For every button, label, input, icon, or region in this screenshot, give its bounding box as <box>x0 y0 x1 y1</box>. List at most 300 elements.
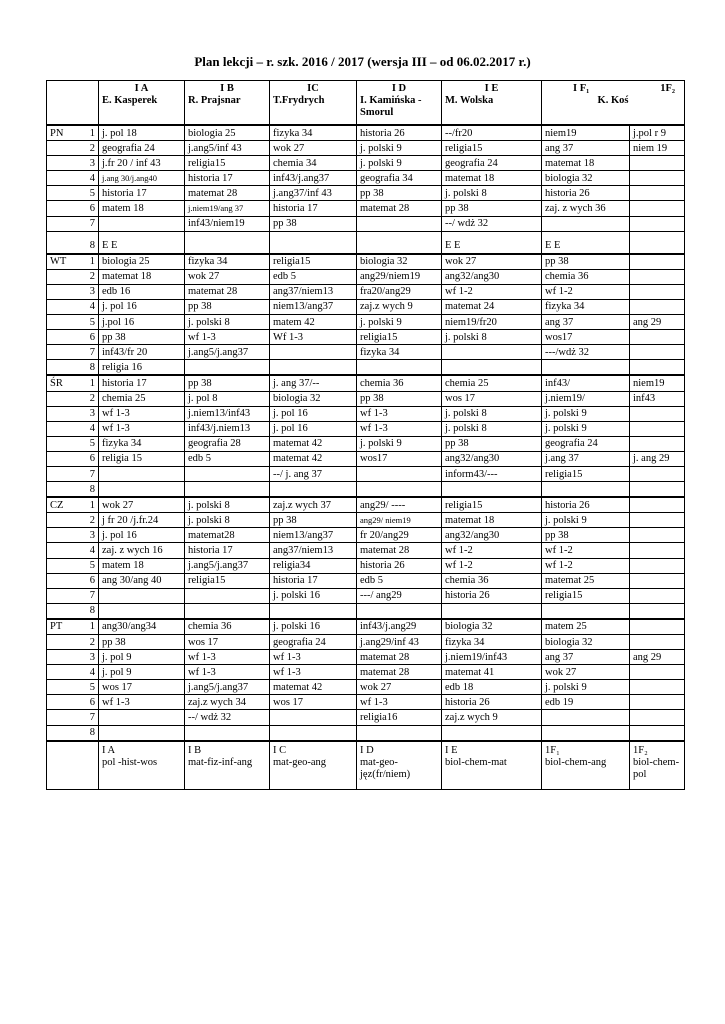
class-teacher: T.Frydrych <box>273 95 325 106</box>
lesson-cell: j. pol 8 <box>185 391 270 406</box>
lesson-cell: j.ang5/j.ang37 <box>185 680 270 695</box>
lesson-cell <box>630 201 685 216</box>
lesson-cell: matemat 28 <box>357 650 442 665</box>
lesson-cell: chemia 34 <box>270 156 357 171</box>
lesson-cell <box>630 299 685 314</box>
lesson-cell: zaj.z wych 34 <box>185 695 270 710</box>
lesson-cell: chemia 36 <box>185 619 270 635</box>
lesson-cell: historia 26 <box>542 186 630 201</box>
lesson-cell <box>542 710 630 725</box>
lesson-number <box>47 375 99 391</box>
lesson-number <box>47 406 99 421</box>
lesson-cell: j. polski 9 <box>357 156 442 171</box>
lesson-row <box>47 391 685 406</box>
lesson-row <box>47 171 685 186</box>
lesson-row <box>47 466 685 481</box>
lesson-cell: inform43/--- <box>442 466 542 481</box>
lesson-cell: inf43/niem19 <box>185 216 270 231</box>
lesson-index: 5 <box>89 316 95 328</box>
lesson-row <box>47 254 685 270</box>
lesson-number <box>47 436 99 451</box>
lesson-cell <box>630 725 685 741</box>
lesson-number <box>47 528 99 543</box>
lesson-cell: j fr 20 /j.fr.24 <box>99 513 185 528</box>
lesson-row <box>47 528 685 543</box>
lesson-cell: E E <box>542 231 630 254</box>
lesson-cell <box>99 466 185 481</box>
lesson-cell: ang29/ ---- <box>357 497 442 513</box>
lesson-cell: wf 1-3 <box>357 421 442 436</box>
lesson-number <box>47 201 99 216</box>
lesson-cell: ang32/ang30 <box>442 269 542 284</box>
lesson-cell: geografia 24 <box>442 156 542 171</box>
lesson-cell <box>630 528 685 543</box>
lesson-cell: ang 29 <box>630 650 685 665</box>
lesson-row <box>47 619 685 635</box>
lesson-cell <box>630 330 685 345</box>
class-header <box>270 81 357 126</box>
lesson-row <box>47 156 685 171</box>
lesson-cell: j. pol 9 <box>99 665 185 680</box>
lesson-cell: matemat 42 <box>270 680 357 695</box>
lesson-number <box>47 299 99 314</box>
class-profile <box>185 741 270 790</box>
lesson-cell <box>99 588 185 603</box>
lesson-cell: wok 27 <box>99 497 185 513</box>
lesson-cell: inf43/j.ang37 <box>270 171 357 186</box>
class-teacher: M. Wolska <box>445 95 494 106</box>
lesson-cell: matemat 18 <box>542 156 630 171</box>
lesson-row <box>47 299 685 314</box>
lesson-index: 7 <box>89 218 95 230</box>
lesson-cell <box>630 216 685 231</box>
lesson-row <box>47 588 685 603</box>
lesson-number <box>47 451 99 466</box>
profile-subjects: biol-chem-mat <box>445 756 507 768</box>
lesson-cell: pp 38 <box>270 513 357 528</box>
lesson-cell <box>630 680 685 695</box>
lesson-cell: matemat 28 <box>357 201 442 216</box>
lesson-cell: wf 1-2 <box>442 284 542 299</box>
lesson-row <box>47 665 685 680</box>
lesson-cell: ang 29 <box>630 315 685 330</box>
lesson-cell <box>630 231 685 254</box>
lesson-cell <box>630 284 685 299</box>
lesson-row <box>47 635 685 650</box>
day-name: CZ <box>50 499 64 511</box>
lesson-cell: matemat 28 <box>357 543 442 558</box>
profile-subjects: mat-geo-jęz(fr/niem) <box>360 756 411 780</box>
lesson-cell: j. pol 16 <box>99 528 185 543</box>
lesson-cell: geografia 24 <box>542 436 630 451</box>
lesson-cell <box>442 345 542 360</box>
lesson-cell: zaj.z wych 9 <box>442 710 542 725</box>
lesson-cell: geografia 24 <box>99 141 185 156</box>
lesson-cell: biologia 32 <box>542 635 630 650</box>
lesson-index: 8 <box>89 605 95 617</box>
lesson-cell <box>185 588 270 603</box>
lesson-cell <box>630 466 685 481</box>
lesson-cell: niem19 <box>542 125 630 141</box>
lesson-cell: niem13/ang37 <box>270 528 357 543</box>
lesson-cell: j. polski 8 <box>442 330 542 345</box>
lesson-row <box>47 650 685 665</box>
lesson-number <box>47 330 99 345</box>
lesson-cell: fizyka 34 <box>270 125 357 141</box>
lesson-cell: wf 1-3 <box>270 650 357 665</box>
lesson-cell: Wf 1-3 <box>270 330 357 345</box>
lesson-cell: wf 1-2 <box>442 543 542 558</box>
lesson-cell: historia 26 <box>357 558 442 573</box>
lesson-index: 5 <box>89 681 95 693</box>
class-code: I E <box>484 83 499 94</box>
class-code: 1F₂ <box>660 83 675 94</box>
lesson-number <box>47 391 99 406</box>
lesson-cell: matemat 42 <box>270 436 357 451</box>
lesson-cell: wos17 <box>542 330 630 345</box>
lesson-cell: matem 25 <box>542 619 630 635</box>
class-code: I B <box>220 83 234 94</box>
profile-subjects: biol-chem-pol <box>633 756 680 780</box>
lesson-cell: wok 27 <box>270 141 357 156</box>
lesson-cell: historia 26 <box>357 125 442 141</box>
lesson-cell: matemat 28 <box>185 186 270 201</box>
header-row <box>47 81 685 126</box>
lesson-row <box>47 710 685 725</box>
lesson-cell: historia 17 <box>99 375 185 391</box>
lesson-cell: historia 17 <box>270 201 357 216</box>
lesson-cell: --/ j. ang 37 <box>270 466 357 481</box>
lesson-cell <box>630 406 685 421</box>
lesson-number <box>47 619 99 635</box>
lesson-row <box>47 360 685 376</box>
lesson-cell: j. ang 37/-- <box>270 375 357 391</box>
lesson-cell: inf43/ <box>542 375 630 391</box>
lesson-cell: niem13/ang37 <box>270 299 357 314</box>
lesson-cell <box>357 725 442 741</box>
lesson-cell: --/ wdż 32 <box>442 216 542 231</box>
lesson-cell: j. polski 8 <box>185 513 270 528</box>
lesson-index: 2 <box>89 393 95 405</box>
class-teacher: K. Koś <box>597 95 629 106</box>
class-header <box>442 81 542 126</box>
lesson-cell: zaj.z wych 9 <box>357 299 442 314</box>
lesson-number <box>47 665 99 680</box>
class-teacher: E. Kasperek <box>102 95 158 106</box>
lesson-cell <box>270 231 357 254</box>
lesson-cell <box>185 725 270 741</box>
lesson-number <box>47 254 99 270</box>
lesson-cell: j. polski 8 <box>442 406 542 421</box>
lesson-cell <box>630 588 685 603</box>
lesson-cell: historia 26 <box>542 497 630 513</box>
lesson-cell: j. polski 16 <box>270 619 357 635</box>
lesson-cell: ang 30/ang 40 <box>99 573 185 588</box>
lesson-cell: j.ang37/inf 43 <box>270 186 357 201</box>
class-profile <box>270 741 357 790</box>
lesson-cell: wf 1-2 <box>542 284 630 299</box>
lesson-cell: edb 16 <box>99 284 185 299</box>
lesson-cell: ---/ ang29 <box>357 588 442 603</box>
lesson-index: 4 <box>89 544 95 556</box>
lesson-cell: fizyka 34 <box>542 299 630 314</box>
lesson-cell: wok 27 <box>357 680 442 695</box>
lesson-number <box>47 284 99 299</box>
lesson-row <box>47 513 685 528</box>
lesson-cell: ang 37 <box>542 315 630 330</box>
lesson-index: 3 <box>89 651 95 663</box>
day-name: ŚR <box>50 377 63 389</box>
lesson-cell: fizyka 34 <box>357 345 442 360</box>
lesson-cell <box>630 482 685 498</box>
lesson-cell: biologia 25 <box>185 125 270 141</box>
lesson-row <box>47 421 685 436</box>
lesson-cell: edb 19 <box>542 695 630 710</box>
lesson-cell: j. polski 8 <box>185 315 270 330</box>
lesson-row <box>47 186 685 201</box>
lesson-cell <box>630 360 685 376</box>
lesson-cell: pp 38 <box>442 436 542 451</box>
lesson-cell: matem 18 <box>99 201 185 216</box>
lesson-number <box>47 635 99 650</box>
lesson-index: 4 <box>89 172 95 184</box>
lesson-cell: wos 17 <box>185 635 270 650</box>
lesson-cell: chemia 25 <box>442 375 542 391</box>
lesson-cell: religia 16 <box>99 360 185 376</box>
lesson-number <box>47 513 99 528</box>
lesson-index: 2 <box>89 636 95 648</box>
lesson-cell: chemia 36 <box>542 269 630 284</box>
lesson-number <box>47 650 99 665</box>
lesson-number <box>47 603 99 619</box>
lesson-row <box>47 125 685 141</box>
lesson-row <box>47 406 685 421</box>
lesson-cell: wos 17 <box>442 391 542 406</box>
lesson-number <box>47 695 99 710</box>
lesson-row <box>47 695 685 710</box>
lesson-cell: j. ang 29 <box>630 451 685 466</box>
lesson-cell <box>630 254 685 270</box>
lesson-row <box>47 482 685 498</box>
lesson-index: 6 <box>89 331 95 343</box>
class-header <box>99 81 185 126</box>
lesson-cell <box>542 216 630 231</box>
lesson-cell: biologia 32 <box>542 171 630 186</box>
lesson-cell: j. pol 18 <box>99 125 185 141</box>
lesson-cell: ang30/ang34 <box>99 619 185 635</box>
lesson-cell: inf43/j.niem13 <box>185 421 270 436</box>
lesson-cell <box>270 345 357 360</box>
lesson-cell: pp 38 <box>357 186 442 201</box>
lesson-index: 2 <box>89 271 95 283</box>
lesson-index: 3 <box>89 529 95 541</box>
lesson-cell: j. polski 8 <box>442 186 542 201</box>
lesson-cell: pp 38 <box>542 254 630 270</box>
corner-cell <box>47 81 99 126</box>
lesson-cell: inf43 <box>630 391 685 406</box>
lesson-number <box>47 680 99 695</box>
lesson-cell: j. polski 16 <box>270 588 357 603</box>
profile-class-code: I C <box>273 744 287 756</box>
lesson-index: 7 <box>89 468 95 480</box>
lesson-cell: fra20/ang29 <box>357 284 442 299</box>
lesson-cell: zaj. z wych 36 <box>542 201 630 216</box>
lesson-cell: j.ang 30/j.ang40 <box>99 171 185 186</box>
lesson-cell: --/ wdż 32 <box>185 710 270 725</box>
lesson-cell: wf 1-3 <box>185 330 270 345</box>
class-code: I F₁ <box>573 83 590 94</box>
lesson-cell: edb 18 <box>442 680 542 695</box>
lesson-number <box>47 710 99 725</box>
lesson-cell: matemat 18 <box>442 171 542 186</box>
lesson-cell: geografia 24 <box>270 635 357 650</box>
lesson-cell: --/fr20 <box>442 125 542 141</box>
lesson-cell <box>630 710 685 725</box>
lesson-cell <box>99 725 185 741</box>
lesson-cell: wf 1-3 <box>99 421 185 436</box>
profile-subjects: mat-geo-ang <box>273 756 327 768</box>
lesson-cell <box>630 497 685 513</box>
lesson-cell <box>270 603 357 619</box>
lesson-cell: geografia 34 <box>357 171 442 186</box>
lesson-cell <box>185 360 270 376</box>
lesson-index: 6 <box>89 453 95 465</box>
lesson-cell: ang37/niem13 <box>270 284 357 299</box>
lesson-cell: religia 15 <box>99 451 185 466</box>
lesson-row <box>47 231 685 254</box>
lesson-cell: pp 38 <box>99 330 185 345</box>
class-profile <box>630 741 685 790</box>
lesson-cell: wos 17 <box>99 680 185 695</box>
lesson-row <box>47 558 685 573</box>
lesson-cell <box>270 725 357 741</box>
lesson-cell: j. polski 9 <box>542 421 630 436</box>
lesson-row <box>47 141 685 156</box>
lesson-row <box>47 603 685 619</box>
lesson-number <box>47 345 99 360</box>
lesson-cell: edb 5 <box>357 573 442 588</box>
lesson-cell: matemat28 <box>185 528 270 543</box>
lesson-cell: religia15 <box>270 254 357 270</box>
lesson-index: 3 <box>89 157 95 169</box>
lesson-cell: wos17 <box>357 451 442 466</box>
lesson-row <box>47 436 685 451</box>
lesson-cell: zaj.z wych 37 <box>270 497 357 513</box>
lesson-cell <box>185 466 270 481</box>
lesson-row <box>47 573 685 588</box>
lesson-index: 6 <box>89 203 95 215</box>
lesson-cell: geografia 28 <box>185 436 270 451</box>
lesson-cell: matem 18 <box>99 558 185 573</box>
profile-class-code: I B <box>188 744 202 756</box>
lesson-cell <box>99 710 185 725</box>
lesson-cell: ang 37 <box>542 650 630 665</box>
lesson-cell: chemia 36 <box>442 573 542 588</box>
lesson-cell: matemat 42 <box>270 451 357 466</box>
lesson-index: 5 <box>89 187 95 199</box>
lesson-index: 7 <box>89 590 95 602</box>
lesson-cell <box>542 725 630 741</box>
lesson-cell: religia34 <box>270 558 357 573</box>
lesson-cell <box>630 619 685 635</box>
lesson-cell: fr 20/ang29 <box>357 528 442 543</box>
lesson-index: 6 <box>89 696 95 708</box>
class-header <box>185 81 270 126</box>
lesson-cell: j.ang5/j.ang37 <box>185 345 270 360</box>
lesson-cell: niem19 <box>630 375 685 391</box>
lesson-number <box>47 588 99 603</box>
lesson-cell <box>542 482 630 498</box>
lesson-cell: ang29/ niem19 <box>357 513 442 528</box>
class-teacher: I. Kamińska - Smorul <box>360 95 422 118</box>
lesson-number <box>47 725 99 741</box>
lesson-cell: wf 1-2 <box>442 558 542 573</box>
lesson-index: 8 <box>89 483 95 495</box>
lesson-cell <box>357 216 442 231</box>
lesson-cell: inf43/j.ang29 <box>357 619 442 635</box>
lesson-cell: j.niem13/inf43 <box>185 406 270 421</box>
lesson-index: 5 <box>89 438 95 450</box>
lesson-row <box>47 284 685 299</box>
profile-class-code: 1F₁ <box>545 744 560 756</box>
lesson-cell: j. polski 8 <box>442 421 542 436</box>
lesson-cell: wf 1-3 <box>357 695 442 710</box>
lesson-cell: matemat 18 <box>442 513 542 528</box>
lesson-cell <box>630 603 685 619</box>
lesson-cell: matemat 28 <box>357 665 442 680</box>
lesson-row <box>47 451 685 466</box>
lesson-cell: j.ang5/j.ang37 <box>185 558 270 573</box>
lesson-row <box>47 269 685 284</box>
lesson-cell: religia15 <box>542 466 630 481</box>
lesson-cell: ang32/ang30 <box>442 451 542 466</box>
lesson-index: 3 <box>89 286 95 298</box>
page-title: Plan lekcji – r. szk. 2016 / 2017 (wersja III – od 06.02.2017 r.) <box>194 54 531 69</box>
lesson-cell: j.niem19/ <box>542 391 630 406</box>
lesson-cell: religia15 <box>442 141 542 156</box>
lesson-cell: fizyka 34 <box>99 436 185 451</box>
lesson-cell <box>630 156 685 171</box>
lesson-cell: biologia 32 <box>442 619 542 635</box>
class-header <box>542 81 685 126</box>
schedule-table <box>46 80 685 790</box>
lesson-index: 4 <box>89 301 95 313</box>
lesson-cell <box>630 345 685 360</box>
profile-class-code: I A <box>102 744 116 756</box>
lesson-cell: ang29/niem19 <box>357 269 442 284</box>
lesson-cell: religia15 <box>357 330 442 345</box>
lesson-cell <box>630 558 685 573</box>
lesson-number <box>47 125 99 141</box>
lesson-cell: ang37/niem13 <box>270 543 357 558</box>
lesson-number <box>47 421 99 436</box>
class-profile <box>99 741 185 790</box>
profile-class-code: 1F₂ <box>633 744 648 756</box>
lesson-cell: chemia 36 <box>357 375 442 391</box>
lesson-number <box>47 558 99 573</box>
lesson-cell <box>630 269 685 284</box>
lesson-index: 1 <box>89 256 95 268</box>
lesson-number <box>47 360 99 376</box>
lesson-cell: j. polski 9 <box>542 406 630 421</box>
class-code: IC <box>307 83 319 94</box>
profile-row <box>47 741 685 790</box>
lesson-cell: matemat 18 <box>99 269 185 284</box>
lesson-cell <box>630 186 685 201</box>
lesson-cell <box>357 603 442 619</box>
lesson-index: 1 <box>89 377 95 389</box>
lesson-cell <box>357 231 442 254</box>
